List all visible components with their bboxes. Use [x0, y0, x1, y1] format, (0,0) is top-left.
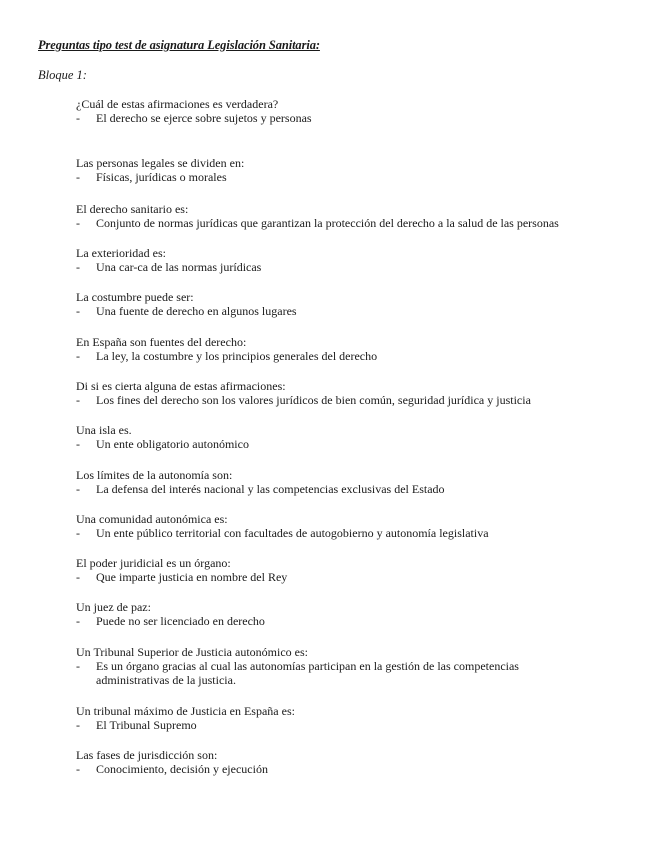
answer-dash: -: [76, 570, 80, 584]
answer-text: Físicas, jurídicas o morales: [96, 170, 227, 184]
document-title: Preguntas tipo test de asignatura Legislación Sanitaria:: [38, 38, 320, 52]
question-text: La costumbre puede ser:: [76, 290, 194, 304]
question-text: Una isla es.: [76, 423, 132, 437]
question-text: Un tribunal máximo de Justicia en España es:: [76, 704, 295, 718]
answer-text: Un ente obligatorio autonómico: [96, 437, 249, 451]
answer-dash: -: [76, 304, 80, 318]
answer-text: Una fuente de derecho en algunos lugares: [96, 304, 297, 318]
answer-text: El derecho se ejerce sobre sujetos y personas: [96, 111, 312, 125]
answer-dash: -: [76, 393, 80, 407]
answer-dash: -: [76, 718, 80, 732]
answer-text: Una car-ca de las normas jurídicas: [96, 260, 262, 274]
answer-dash: -: [76, 216, 80, 230]
answer-dash: -: [76, 111, 80, 125]
question-text: Las fases de jurisdicción son:: [76, 748, 218, 762]
answer-text: Un ente público territorial con facultades de autogobierno y autonomía legislativa: [96, 526, 489, 540]
answer-dash: -: [76, 482, 80, 496]
answer-text: El Tribunal Supremo: [96, 718, 197, 732]
answer-text: Puede no ser licenciado en derecho: [96, 614, 265, 628]
question-text: El derecho sanitario es:: [76, 202, 189, 216]
answer-text: Conjunto de normas jurídicas que garantizan la protección del derecho a la salud de las personas: [96, 216, 559, 230]
answer-dash: -: [76, 614, 80, 628]
answer-text: Conocimiento, decisión y ejecución: [96, 762, 268, 776]
answer-dash: -: [76, 170, 80, 184]
question-text: ¿Cuál de estas afirmaciones es verdadera?: [76, 97, 279, 111]
question-text: Di si es cierta alguna de estas afirmaciones:: [76, 379, 286, 393]
question-text: La exterioridad es:: [76, 246, 166, 260]
answer-dash: -: [76, 526, 80, 540]
answer-dash: -: [76, 762, 80, 776]
question-text: El poder juridicial es un órgano:: [76, 556, 231, 570]
block-label: Bloque 1:: [38, 68, 87, 82]
question-text: Un juez de paz:: [76, 600, 151, 614]
answer-dash: -: [76, 349, 80, 363]
question-text: Las personas legales se dividen en:: [76, 156, 245, 170]
answer-dash: -: [76, 659, 80, 673]
answer-text: La defensa del interés nacional y las competencias exclusivas del Estado: [96, 482, 445, 496]
answer-dash: -: [76, 260, 80, 274]
answer-text: Es un órgano gracias al cual las autonomías participan en la gestión de las competencias administrativas de la justicia.: [96, 659, 519, 687]
question-text: Una comunidad autonómica es:: [76, 512, 228, 526]
answer-text: La ley, la costumbre y los principios generales del derecho: [96, 349, 378, 363]
answer-dash: -: [76, 437, 80, 451]
answer-text: Que imparte justicia en nombre del Rey: [96, 570, 288, 584]
answer-text: Los fines del derecho son los valores jurídicos de bien común, seguridad jurídica y justicia: [96, 393, 531, 407]
question-text: En España son fuentes del derecho:: [76, 335, 247, 349]
question-text: Un Tribunal Superior de Justicia autonómico es:: [76, 645, 308, 659]
question-text: Los límites de la autonomía son:: [76, 468, 233, 482]
